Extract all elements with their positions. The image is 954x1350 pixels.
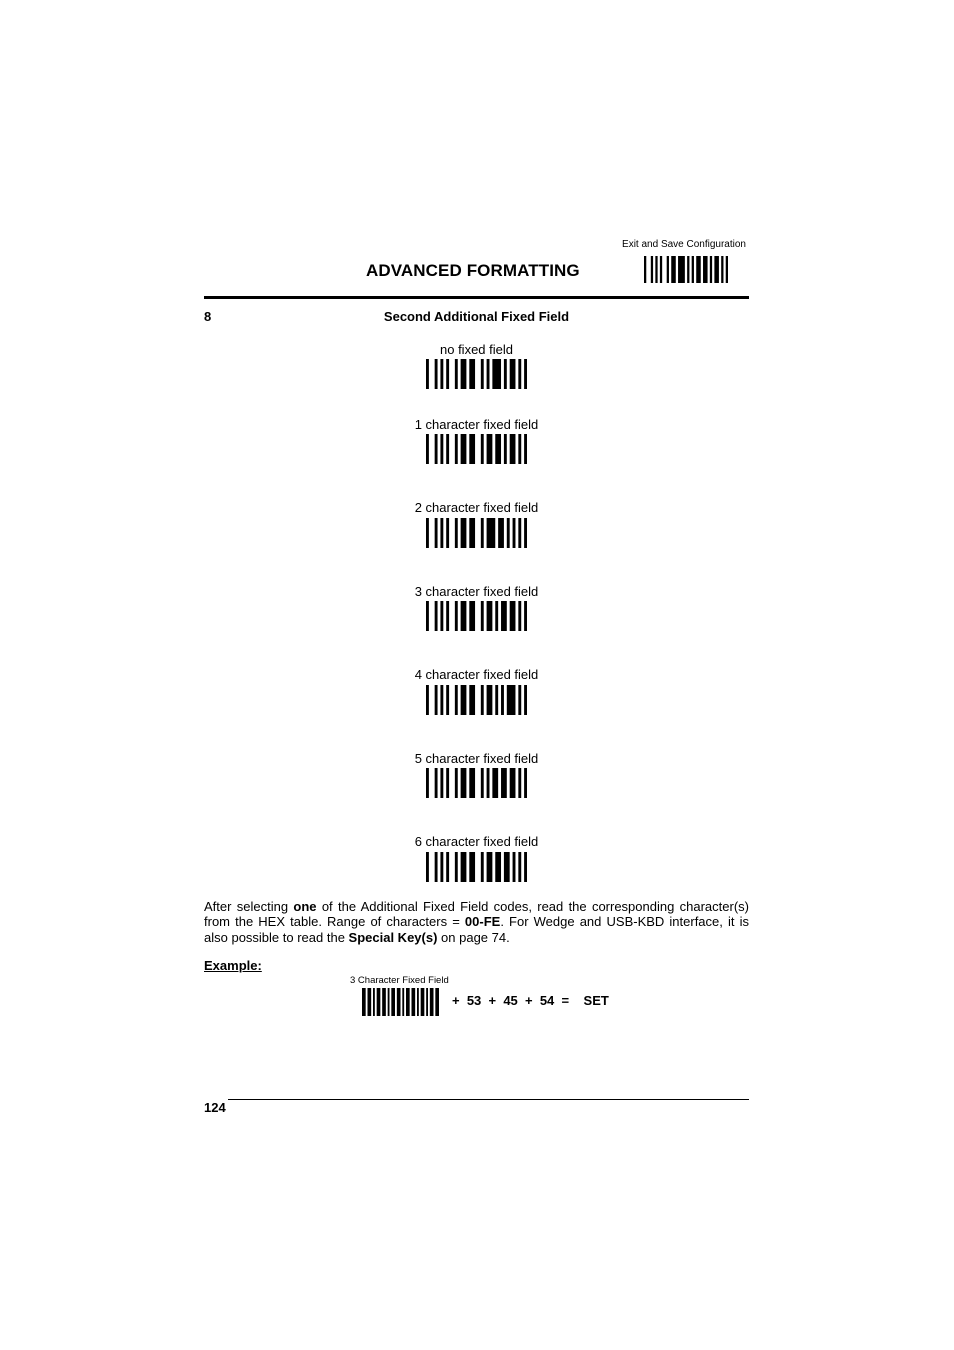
option-barcode[interactable]: [426, 518, 527, 548]
option-label: 3 character fixed field: [414, 584, 539, 599]
option-label: 2 character fixed field: [414, 500, 539, 515]
exit-save-label: Exit and Save Configuration: [622, 239, 746, 250]
instruction-paragraph: After selecting one of the Additional Fixed Field codes, read the corresponding character(s) from the HEX table. Range of characters = 00-FE. For Wedge and USB-KBD interface, it is also possible to read the Special Key(s) on page 74.: [204, 899, 749, 945]
example-barcode[interactable]: [362, 988, 439, 1016]
option-barcode[interactable]: [426, 768, 527, 798]
example-barcode-label: 3 Character Fixed Field: [350, 975, 449, 986]
example-formula: + 53 + 45 + 54 = SET: [452, 993, 609, 1008]
option-barcode[interactable]: [426, 434, 527, 464]
option-barcode[interactable]: [426, 852, 527, 882]
option-label: 1 character fixed field: [414, 417, 539, 432]
header-rule: [204, 296, 749, 299]
exit-save-barcode[interactable]: [644, 256, 728, 283]
option-barcode[interactable]: [426, 359, 527, 389]
option-label: no fixed field: [440, 342, 513, 357]
page-title: ADVANCED FORMATTING: [366, 261, 580, 280]
page-number: 124: [204, 1100, 226, 1115]
footer-rule: [228, 1099, 749, 1100]
option-label: 5 character fixed field: [414, 751, 539, 766]
option-barcode[interactable]: [426, 685, 527, 715]
option-barcode[interactable]: [426, 601, 527, 631]
option-label: 6 character fixed field: [414, 834, 539, 849]
option-label: 4 character fixed field: [414, 667, 539, 682]
section-number: 8: [204, 309, 212, 324]
section-title: Second Additional Fixed Field: [383, 309, 570, 324]
example-heading: Example:: [204, 958, 262, 973]
